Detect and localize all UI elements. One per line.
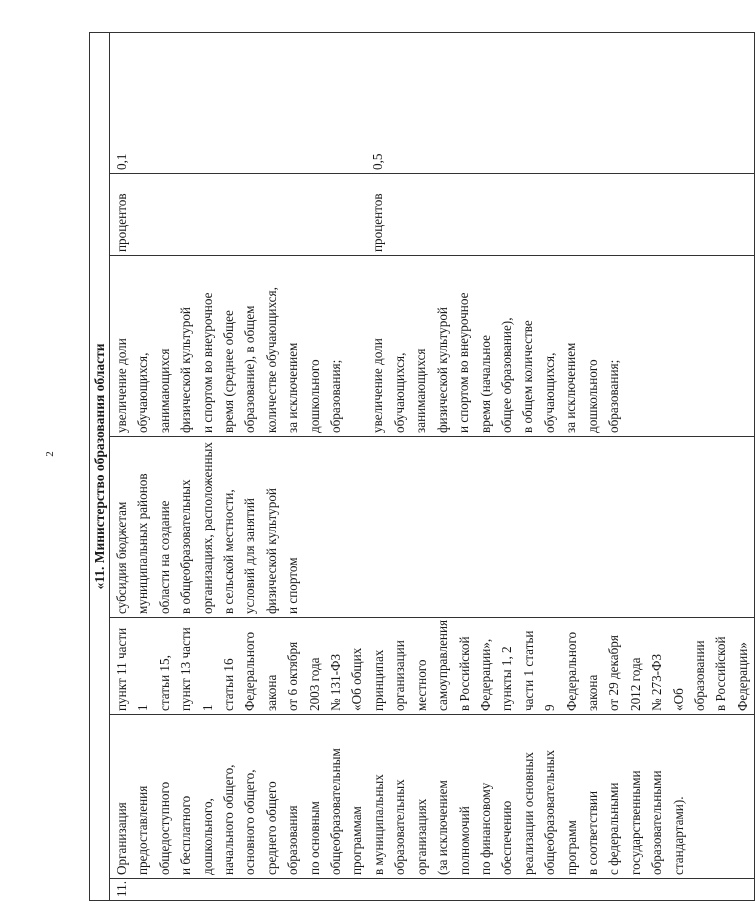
legal-basis-line: «Об образовании <box>670 640 707 711</box>
legal-basis-line: закона <box>584 674 600 711</box>
task-name-line: образовательных <box>392 779 408 875</box>
indicator-1-line: образования; <box>328 359 344 433</box>
legal-basis-line: Федерации» <box>734 642 750 711</box>
measure-cell <box>110 437 755 618</box>
task-name-line: среднего общего <box>263 781 279 875</box>
legal-basis-line: пункт 13 части 1 <box>178 627 215 711</box>
task-name-line: в муниципальных <box>370 774 386 875</box>
indicator-1-line: время (среднее общее <box>221 310 237 433</box>
legal-basis-line: Федерального <box>563 631 579 711</box>
indicator-2-line: физической культурой <box>434 307 450 433</box>
indicator-1-line: обучающихся, <box>135 352 151 433</box>
value-spacer <box>132 36 367 170</box>
task-name-line: общеобразовательных <box>542 749 558 875</box>
legal-basis-line: в Российской <box>456 636 472 711</box>
task-name-line: образования <box>285 805 301 875</box>
table-row <box>110 33 755 901</box>
task-name-line: организациях <box>413 798 429 875</box>
legal-basis-line: части 1 статьи 9 <box>520 630 558 711</box>
indicator-2-lines <box>367 259 624 433</box>
task-name-line: Организация <box>114 802 129 875</box>
measure-line: в сельской местности, <box>221 489 237 614</box>
unit-1: процентов <box>114 193 129 252</box>
measure-line: организациях, расположенных <box>199 442 215 614</box>
task-name-line: начального общего, <box>221 764 237 875</box>
document-sheet <box>89 33 750 901</box>
indicator-2-line: и спортом во внеурочное <box>456 292 472 433</box>
section-heading: «11. Министерство образования области <box>90 33 110 901</box>
indicator-1-line: физической культурой <box>178 307 194 433</box>
task-name-line: общеобразовательным <box>328 748 344 875</box>
task-name-line: в соответствии <box>584 790 600 875</box>
indicator-gap <box>346 259 367 433</box>
indicator-1-lines <box>111 259 346 433</box>
task-name-line: по основным <box>306 801 322 875</box>
legal-basis-line: 2012 года <box>627 657 643 711</box>
measure-line: и спортом <box>285 557 301 614</box>
value-2: 0,5 <box>370 153 386 170</box>
legal-basis-line: организации <box>392 640 408 711</box>
legal-basis-line: № 131-ФЗ <box>328 653 344 711</box>
unit-2: процентов <box>370 193 386 252</box>
legal-basis-line: статьи 15, <box>156 655 172 711</box>
unit-spacer <box>132 177 367 252</box>
indicator-1-line: образование), в общем <box>242 305 258 433</box>
legal-basis-line: Федерального <box>242 631 258 711</box>
indicator-1-line: занимающихся <box>156 348 172 433</box>
legal-basis-line: от 6 октября <box>285 641 301 711</box>
indicator-1-line: количестве обучающихся, <box>263 287 279 433</box>
legal-basis-line: пункт 11 части 1 <box>114 627 151 711</box>
value-cell <box>110 33 755 174</box>
indicator-2-line: увеличение доли <box>370 338 386 433</box>
row-number: 11. <box>110 879 755 901</box>
legal-basis-line: пункты 1, 2 <box>499 646 515 711</box>
task-name-line: предоставления <box>135 785 151 875</box>
measure-line: муниципальных районов <box>135 473 151 614</box>
indicator-2-line: в общем количестве <box>520 320 536 433</box>
indicator-2-line: за исключением <box>563 342 579 433</box>
measure-line: субсидия бюджетам <box>114 501 129 614</box>
indicator-2-line: образования; <box>605 359 621 433</box>
page-number: 2 <box>44 451 56 457</box>
legal-basis-line: в Российской <box>713 636 729 711</box>
rotated-table-container <box>89 33 750 901</box>
unit-cell <box>110 174 755 256</box>
task-name-line: полномочий <box>456 806 472 875</box>
task-name-line: образовательными <box>649 770 665 875</box>
indicator-2-line: обучающихся, <box>391 352 407 433</box>
legal-basis-line: закона <box>263 674 279 711</box>
indicator-1-line: дошкольного <box>306 359 322 433</box>
task-name-line: государственными <box>627 770 643 875</box>
indicator-2-line: обучающихся, <box>541 352 557 433</box>
task-name-line: дошкольного, <box>199 798 215 875</box>
program-table <box>89 32 755 901</box>
legal-basis-line: «Об общих <box>349 647 365 711</box>
measure-lines <box>111 440 304 614</box>
task-name-line: по финансовому <box>477 782 493 875</box>
indicator-2-line: общее образование), <box>498 317 514 433</box>
legal-basis-cell <box>110 618 755 715</box>
task-name-line: стандартами). <box>670 796 686 875</box>
task-name-line: обеспечению <box>499 800 515 875</box>
indicator-2-line: дошкольного <box>584 359 600 433</box>
indicator-1-line: за исключением <box>285 342 301 433</box>
measure-line: условий для занятий <box>242 498 258 614</box>
legal-basis-line: 2003 года <box>306 657 322 711</box>
legal-basis-line: принципах <box>370 649 386 711</box>
task-name-line: (за исключением <box>435 780 451 875</box>
legal-basis-line: местного <box>413 659 429 711</box>
measure-line: в общеобразовательных <box>178 479 194 614</box>
legal-basis-line: от 29 декабря <box>606 635 622 711</box>
legal-basis-lines <box>111 621 753 711</box>
task-name-cell <box>110 715 755 879</box>
legal-basis-line: № 273-ФЗ <box>649 653 665 711</box>
indicator-2-line: время (начальное <box>477 334 493 433</box>
task-name-line: программ <box>563 820 579 875</box>
indicator-2-line: занимающихся <box>413 348 429 433</box>
task-name-line: общедоступного <box>156 781 172 875</box>
task-name-lines <box>111 718 689 875</box>
legal-basis-line: статьи 16 <box>221 658 237 711</box>
task-name-line: основного общего, <box>242 769 258 875</box>
legal-basis-line: самоуправления <box>435 619 451 711</box>
measure-line: области на создание <box>156 500 172 614</box>
section-heading-row <box>90 33 110 901</box>
measure-line: физической культурой <box>263 488 279 614</box>
indicator-cell <box>110 256 755 437</box>
legal-basis-line: Федерации», <box>477 638 493 711</box>
task-name-line: с федеральными <box>606 782 622 875</box>
indicator-1-line: и спортом во внеурочное <box>199 292 215 433</box>
task-name-line: реализации основных <box>520 752 536 875</box>
task-name-line: программам <box>349 806 365 875</box>
value-1: 0,1 <box>114 153 129 170</box>
task-name-line: и бесплатного <box>178 795 194 875</box>
indicator-1-line: увеличение доли <box>114 338 129 433</box>
